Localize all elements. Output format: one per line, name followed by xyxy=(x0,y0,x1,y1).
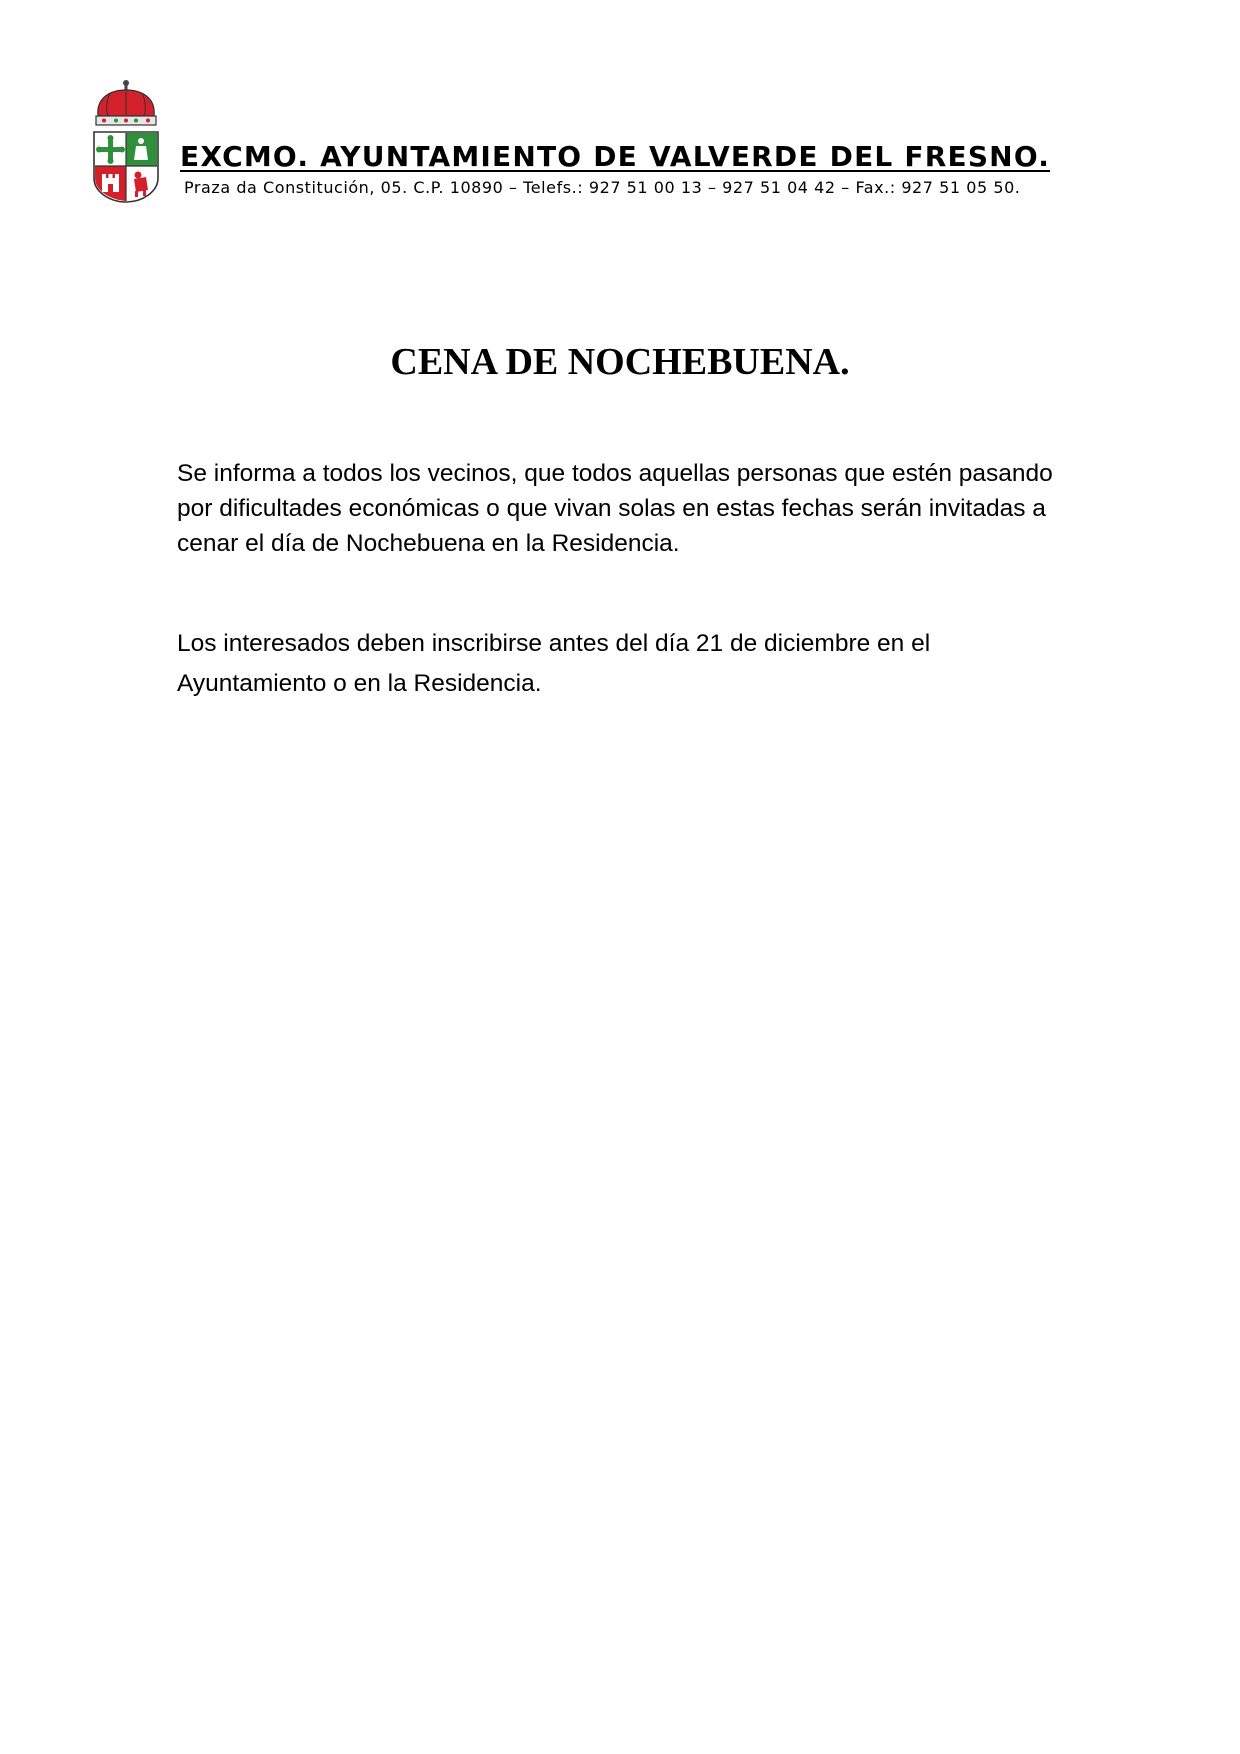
organization-address: Praza da Constitución, 05. C.P. 10890 – Telefs.: 927 51 00 13 – 927 51 04 42 – Fax.: 927 51 05 50. xyxy=(184,178,1021,197)
coat-of-arms-icon xyxy=(90,78,162,204)
organization-name: EXCMO. AYUNTAMIENTO DE VALVERDE DEL FRESNO. xyxy=(180,140,1051,173)
document-title: CENA DE NOCHEBUENA. xyxy=(390,341,850,383)
body-paragraph: Se informa a todos los vecinos, que todos aquellas personas que estén pasando por dificultades económicas o que vivan solas en estas fechas serán invitadas a cenar el día de Nochebuena en la Residencia. xyxy=(177,460,1053,557)
body-paragraph: Los interesados deben inscribirse antes del día 21 de diciembre en el Ayuntamiento o en la Residencia. xyxy=(177,630,931,697)
letterhead xyxy=(90,78,1090,208)
